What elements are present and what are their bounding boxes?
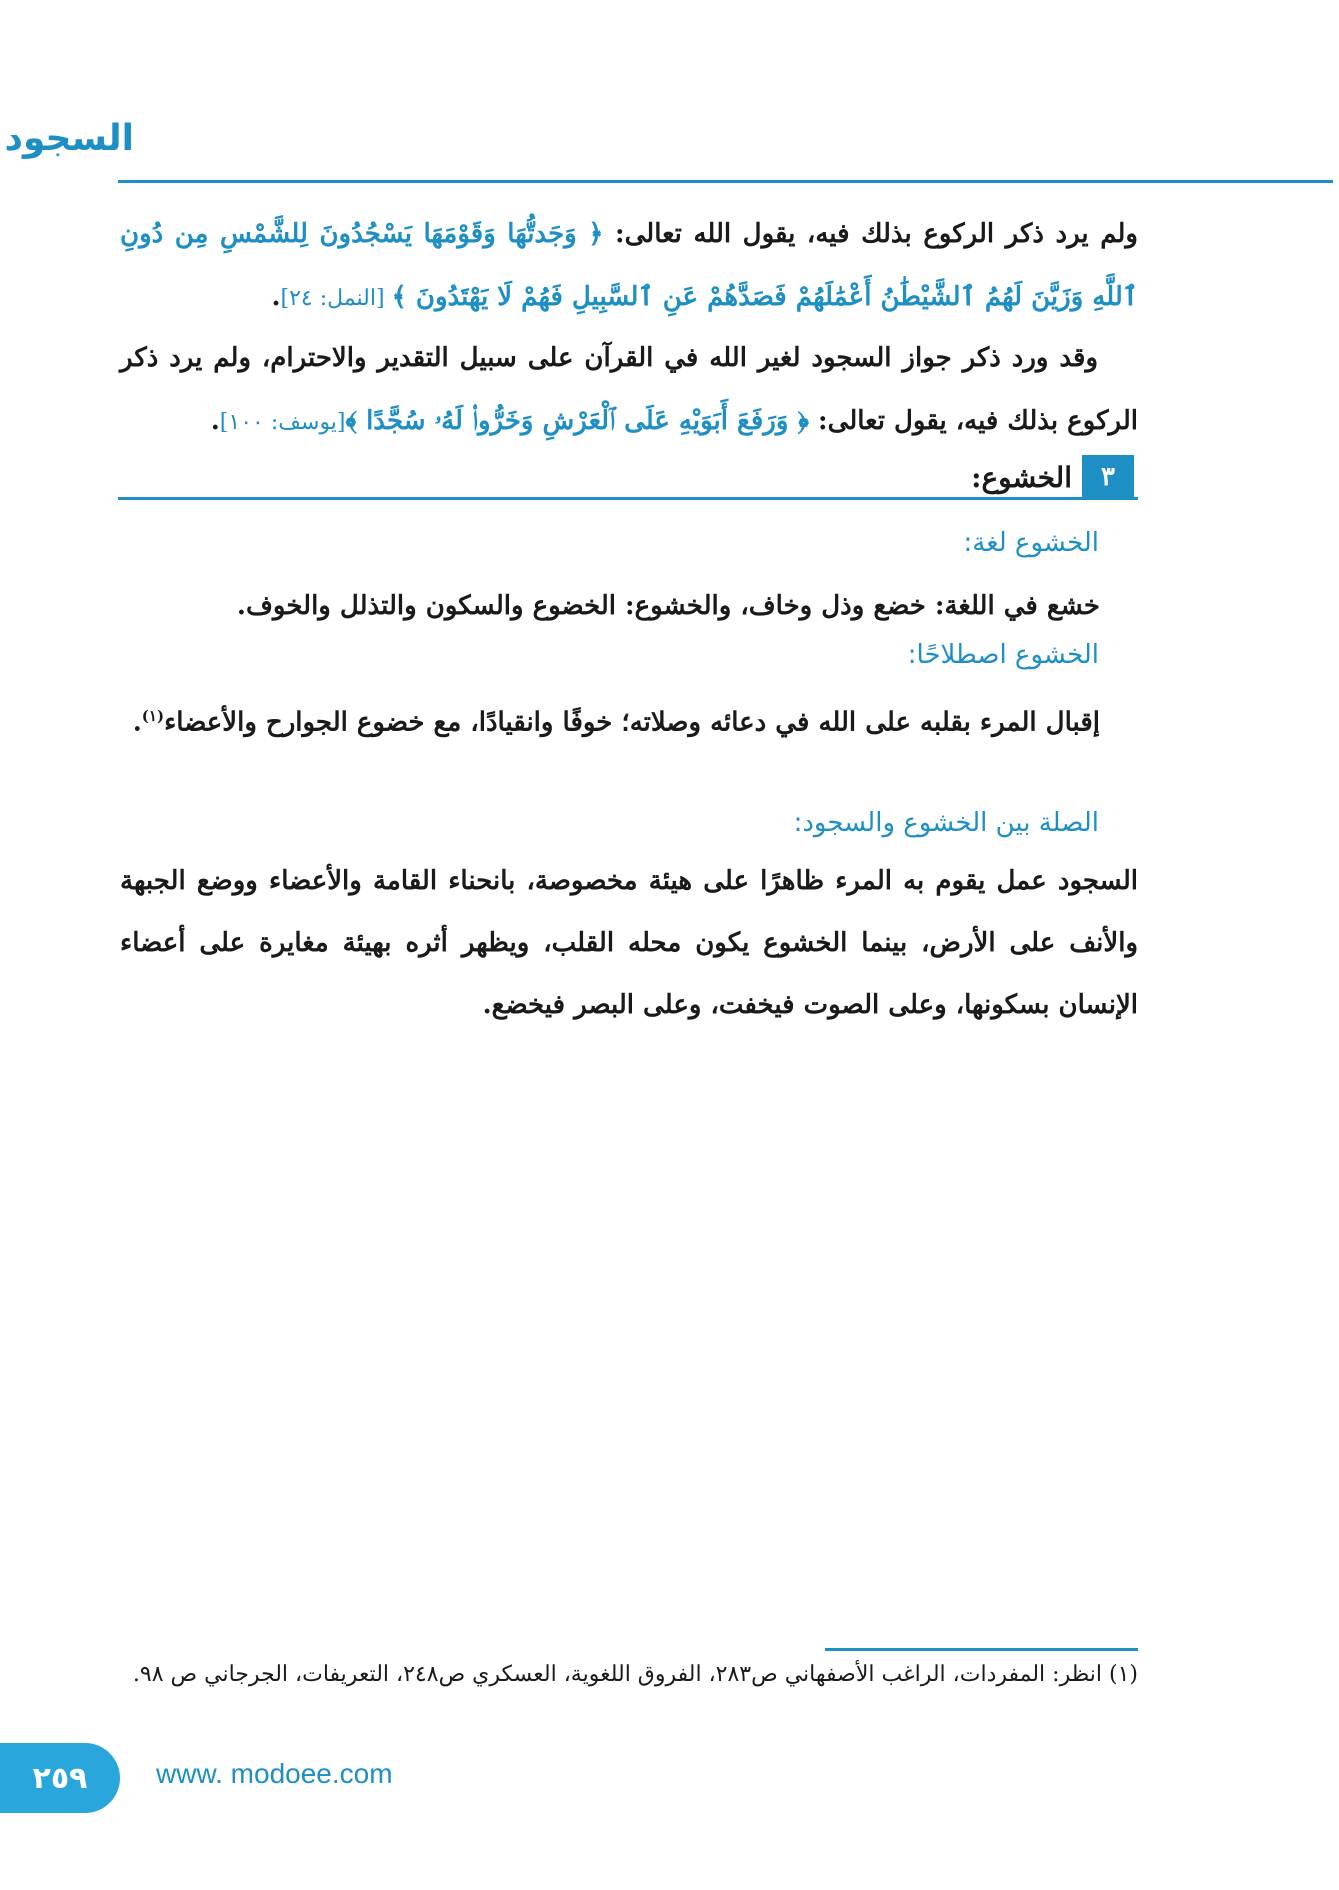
quran-verse: ﴿ وَرَفَعَ أَبَوَيْهِ عَلَى ٱلْعَرْشِ وَخَرُّوا۟ لَهُۥ سُجَّدًا ﴾ [345,406,809,436]
quran-verse: ﴿ وَجَدتُّهَا وَقَوْمَهَا يَسْجُدُونَ لِلشَّمْسِ مِن دُونِ ٱللَّهِ وَزَيَّنَ لَهُمُ ٱلشَّيْطَٰنُ أَعْمَٰلَهُمْ فَصَدَّهُمْ عَنِ ٱلسَّبِيلِ فَهُمْ لَا يَهْتَدُونَ ﴾ [120,219,1138,312]
period: . [132,707,142,738]
subheading-linguistic: الخشوع لغة: [963,528,1099,558]
section-title: الخشوع: [971,460,1072,494]
section-number-badge: ٣ [1082,455,1134,499]
paragraph-technical [120,685,1100,754]
intro-text: وقد ورد ذكر جواز السجود لغير الله في القرآن على سبيل التقدير والاحترام، ولم يرد ذكر الركوع بذلك فيه، يقول تعالى: [120,343,1138,436]
website-link[interactable]: www. modoee.com [156,1758,393,1789]
paragraph-linguistic: خشع في اللغة: خضع وذل وخاف، والخشوع: الخضوع والسكون والتذلل والخوف. [236,591,1100,621]
footnote-ref: (١) [141,707,165,725]
period: . [271,282,281,312]
intro-paragraph-1 [120,203,1138,330]
subheading-technical: الخشوع اصطلاحًا: [907,640,1099,670]
header-divider [118,180,1333,183]
technical-text: إقبال المرء بقلبه على الله في دعائه وصلاته؛ خوفًا وانقيادًا، مع خضوع الجوارح والأعضاء [164,707,1100,738]
subheading-relation: الصلة بين الخشوع والسجود: [793,808,1099,838]
intro-paragraph-2 [120,327,1138,454]
page-header-title: السجود [4,118,134,159]
page-number-badge: ٢٥٩ [0,1743,120,1813]
paragraph-relation: السجود عمل يقوم به المرء ظاهرًا على هيئة مخصوصة، بانحناء القامة والأعضاء ووضع الجبهة والأنف على الأرض، بينما الخشوع يكون محله القلب، ويظهر أثره بهيئة مغايرة على أعضاء الإنسان بسكونها، وعلى الصوت فيخفت، وعلى البصر فيخضع. [120,866,1138,1020]
period: . [210,406,220,436]
footnote: (١) انظر: المفردات، الراغب الأصفهاني ص٢٨٣، الفروق اللغوية، العسكري ص٢٤٨، التعريفات، الجرجاني ص ٩٨. [132,1662,1138,1687]
verse-reference: [يوسف: ١٠٠] [219,410,346,435]
verse-reference: [النمل: ٢٤] [280,286,392,311]
footnote-divider [825,1648,1138,1651]
intro-text: ولم يرد ذكر الركوع بذلك فيه، يقول الله تعالى: [603,219,1138,249]
section-heading [971,455,1134,499]
section-divider [118,497,1138,500]
